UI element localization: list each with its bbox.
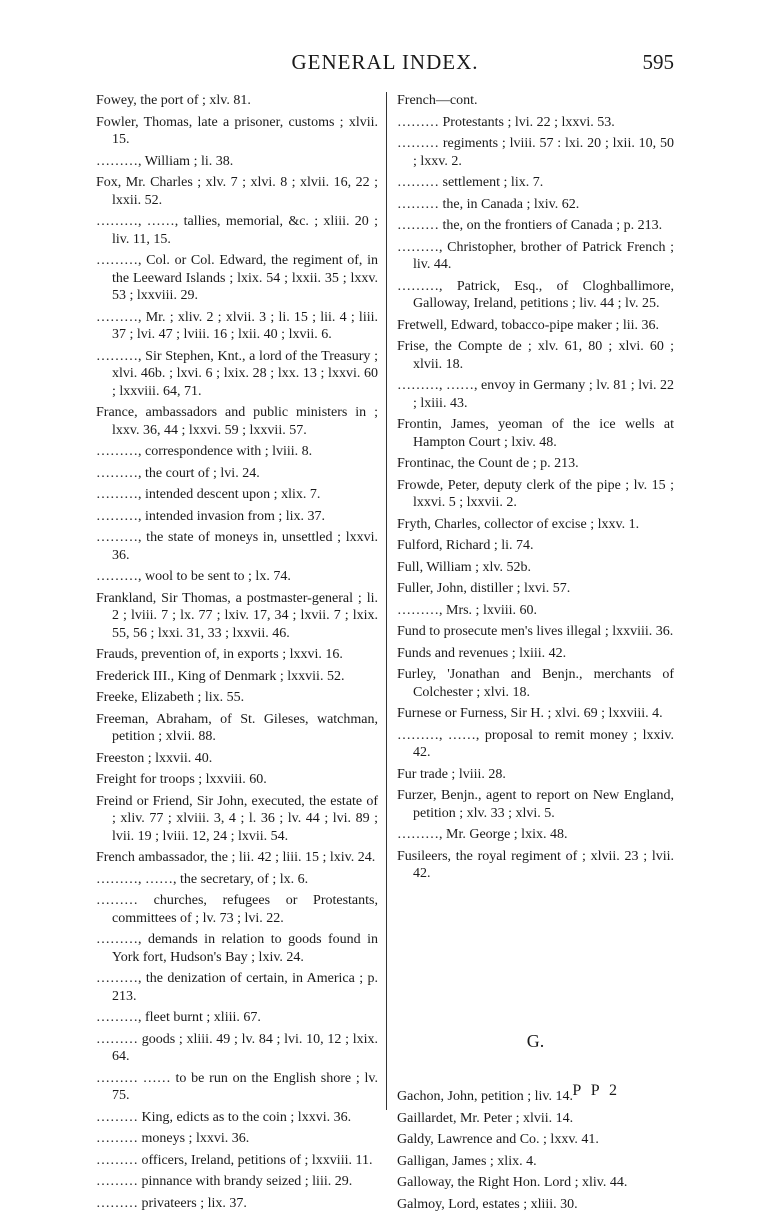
- index-entry: Fulford, Richard ; li. 74.: [397, 538, 534, 553]
- index-entry: ………, correspondence with ; lviii. 8.: [96, 444, 313, 459]
- index-entry: Freight for troops ; lxxviii. 60.: [96, 772, 267, 787]
- index-entry: ……… moneys ; lxxvi. 36.: [96, 1131, 250, 1146]
- index-entry: ………, Col. or Col. Edward, the regiment of, in the Leeward Islands ; lxix. 54 ; lxxii. 35 ; lxxv. 53 ; lxxviii. 29.: [96, 253, 378, 303]
- index-entry: Frankland, Sir Thomas, a postmaster-general ; li. 2 ; lviii. 7 ; lx. 77 ; lxiv. 17, 34 ; lxvii. 7 ; lxix. 55, 56 ; lxxi. 31, 33 ; lxxvii. 46.: [96, 590, 378, 641]
- index-entry: ……… churches, refugees or Protestants, committees of ; lv. 73 ; lvi. 22.: [96, 893, 378, 926]
- index-entry: Galdy, Lawrence and Co. ; lxxv. 41.: [397, 1132, 599, 1147]
- index-entry: Furley, 'Jonathan and Benjn., merchants of Colchester ; xlvi. 18.: [397, 667, 674, 700]
- index-entry: ……… pinnance with brandy seized ; liii. 29.: [96, 1174, 353, 1189]
- index-entry: French ambassador, the ; lii. 42 ; liii. 15 ; lxiv. 24.: [96, 850, 376, 865]
- index-entry: Freeston ; lxxvii. 40.: [96, 750, 213, 766]
- index-entry: ………, ……, tallies, memorial, &c. ; xliii. 20 ; liv. 11, 15.: [96, 214, 378, 247]
- index-entry: France, ambassadors and public ministers in ; lxxv. 36, 44 ; lxxvi. 59 ; lxxvii. 57.: [96, 405, 378, 438]
- index-entry: Fund to prosecute men's lives illegal ; lxxviii. 36.: [397, 624, 674, 639]
- index-entry: Fuller, John, distiller ; lxvi. 57.: [397, 581, 571, 596]
- index-entry: Gachon, John, petition ; liv. 14.: [397, 1089, 574, 1104]
- index-entry: ……… officers, Ireland, petitions of ; lxxviii. 11.: [96, 1152, 373, 1168]
- index-entry: Furnese or Furness, Sir H. ; xlvi. 69 ; lxxviii. 4.: [397, 706, 663, 721]
- column-divider: [386, 92, 387, 1110]
- index-entry: Full, William ; xlv. 52b.: [397, 559, 531, 575]
- index-entry: Freeman, Abraham, of St. Gileses, watchman, petition ; xlvii. 88.: [96, 711, 378, 744]
- index-entry: ………, Mr. George ; lxix. 48.: [397, 827, 568, 842]
- index-entry: Fox, Mr. Charles ; xlv. 7 ; xlvi. 8 ; xlvii. 16, 22 ; lxxii. 52.: [96, 175, 378, 208]
- g-entries: [397, 1088, 674, 1213]
- index-entry: Frontinac, the Count de ; p. 213.: [397, 456, 579, 471]
- index-entry: Galloway, the Right Hon. Lord ; xliv. 44.: [397, 1175, 628, 1190]
- index-entry: ………, Mrs. ; lxviii. 60.: [397, 602, 538, 618]
- right-entries: [397, 92, 674, 883]
- index-entry: ……… goods ; xliii. 49 ; lv. 84 ; lvi. 10, 12 ; lxix. 64.: [96, 1031, 378, 1064]
- index-entry: ………, intended descent upon ; xlix. 7.: [96, 487, 321, 502]
- index-entry: ………, wool to be sent to ; lx. 74.: [96, 569, 291, 584]
- index-entry: Fowler, Thomas, late a prisoner, customs ; xlvii. 15.: [96, 114, 378, 147]
- page-number: 595: [642, 50, 674, 74]
- index-entry: Fryth, Charles, collector of excise ; lxxv. 1.: [397, 516, 640, 532]
- index-entry: Galmoy, Lord, estates ; xliii. 30.: [397, 1196, 578, 1212]
- index-entry: ……… regiments ; lviii. 57 : lxi. 20 ; lxii. 10, 50 ; lxxv. 2.: [397, 136, 674, 169]
- index-entry: Fusileers, the royal regiment of ; xlvii. 23 ; lvii. 42.: [397, 848, 674, 881]
- index-entry: Frauds, prevention of, in exports ; lxxvi. 16.: [96, 647, 343, 662]
- index-entry: ………, ……, proposal to remit money ; lxxiv. 42.: [397, 727, 674, 760]
- index-entry: Freind or Friend, Sir John, executed, the estate of ; xliv. 77 ; xlviii. 3, 4 ; l. 36 ; lv. 44 ; lvi. 89 ; lvii. 19 ; lviii. 12, 24 ; lxvii. 54.: [96, 793, 378, 844]
- index-entry: ………, the court of ; lvi. 24.: [96, 465, 260, 481]
- index-entry: Fur trade ; lviii. 28.: [397, 766, 506, 782]
- index-entry: Frontin, James, yeoman of the ice wells at Hampton Court ; lxiv. 48.: [397, 417, 674, 450]
- index-entry: Gaillardet, Mr. Peter ; xlvii. 14.: [397, 1110, 574, 1126]
- index-entry: Freeke, Elizabeth ; lix. 55.: [96, 690, 245, 705]
- index-entry: Furzer, Benjn., agent to report on New England, petition ; xlv. 33 ; xlvi. 5.: [397, 788, 674, 821]
- right-column: [397, 92, 674, 1217]
- index-entry: ……… Protestants ; lvi. 22 ; lxxvi. 53.: [397, 114, 615, 130]
- index-entry: Fowey, the port of ; xlv. 81.: [96, 93, 251, 108]
- index-entry: ………, fleet burnt ; xliii. 67.: [96, 1010, 261, 1025]
- section-letter: G.: [526, 1030, 545, 1051]
- signature-mark: P P 2: [572, 1082, 620, 1099]
- index-entry: ………, William ; li. 38.: [96, 153, 234, 169]
- index-entry: ………, ……, the secretary, of ; lx. 6.: [96, 871, 309, 887]
- index-entry: Galligan, James ; xlix. 4.: [397, 1153, 537, 1169]
- index-entry: ……… settlement ; lix. 7.: [397, 175, 544, 190]
- index-entry: Frowde, Peter, deputy clerk of the pipe ; lv. 15 ; lxxvi. 5 ; lxxvii. 2.: [397, 477, 674, 510]
- index-entry: Frederick III., King of Denmark ; lxxvii. 52.: [96, 668, 345, 684]
- index-entry: ……… …… to be run on the English shore ; lv. 75.: [96, 1070, 378, 1103]
- left-column: [96, 92, 378, 1216]
- index-entry: ………, intended invasion from ; lix. 37.: [96, 508, 326, 524]
- page-title: GENERAL INDEX.: [291, 50, 479, 74]
- index-entry: ………, Patrick, Esq., of Cloghballimore, Galloway, Ireland, petitions ; liv. 44 ; lv. 25.: [397, 278, 674, 311]
- index-entry: ……… the, on the frontiers of Canada ; p. 213.: [397, 218, 663, 233]
- index-entry: ………, demands in relation to goods found in York fort, Hudson's Bay ; lxiv. 24.: [96, 932, 378, 965]
- index-entry: Funds and revenues ; lxiii. 42.: [397, 645, 567, 661]
- index-entry: ………, the state of moneys in, unsettled ; lxxvi. 36.: [96, 530, 378, 563]
- index-entry: French—cont.: [397, 93, 478, 108]
- index-entry: ………, Christopher, brother of Patrick French ; liv. 44.: [397, 239, 674, 272]
- index-entry: ……… privateers ; lix. 37.: [96, 1195, 247, 1211]
- index-entry: ………, the denization of certain, in America ; p. 213.: [96, 971, 378, 1004]
- index-entry: Frise, the Compte de ; xlv. 61, 80 ; xlvi. 60 ; xlvii. 18.: [397, 339, 674, 372]
- index-entry: ………, Mr. ; xliv. 2 ; xlvii. 3 ; li. 15 ; lii. 4 ; liii. 37 ; lvi. 47 ; lviii. 16 ; lxii. 40 ; lxvii. 6.: [96, 309, 378, 342]
- index-entry: ……… King, edicts as to the coin ; lxxvi. 36.: [96, 1109, 352, 1125]
- index-entry: ………, ……, envoy in Germany ; lv. 81 ; lvi. 22 ; lxiii. 43.: [397, 378, 674, 411]
- index-entry: ………, Sir Stephen, Knt., a lord of the Treasury ; xlvi. 46b. ; lxvi. 6 ; lxix. 28 ; lxx. 13 ; lxxvi. 60 ; lxxviii. 64, 71.: [96, 348, 378, 399]
- index-entry: ……… the, in Canada ; lxiv. 62.: [397, 196, 580, 212]
- index-entry: Fretwell, Edward, tobacco-pipe maker ; lii. 36.: [397, 317, 660, 333]
